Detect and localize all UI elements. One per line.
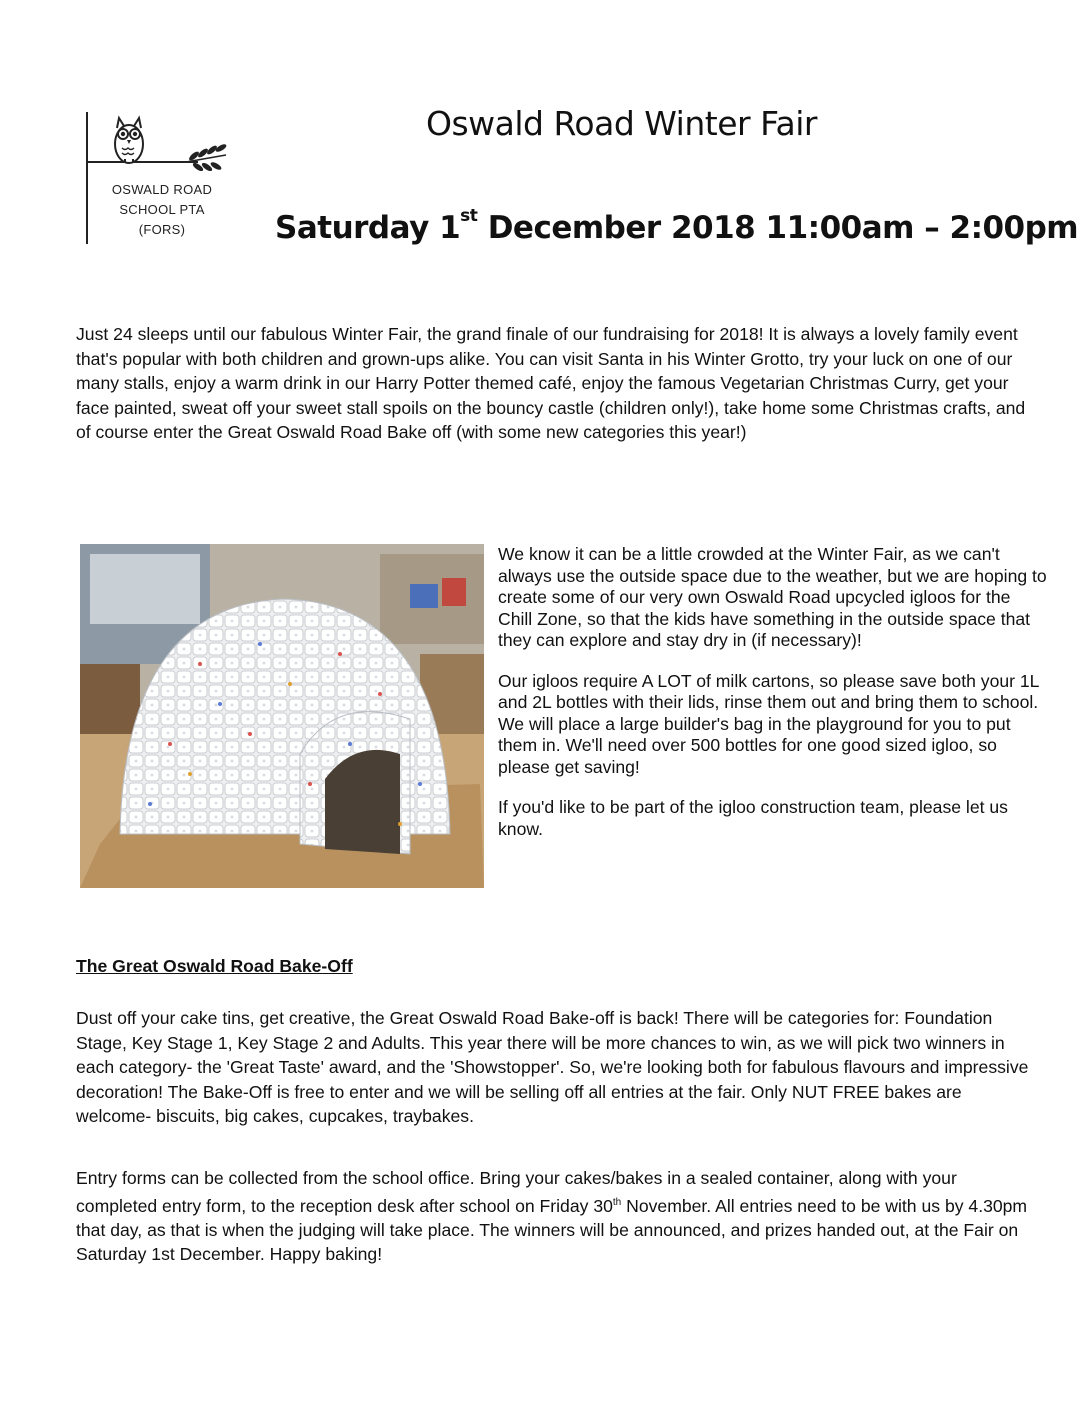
date-suffix: December 2018 11:00am – 2:00pm <box>477 210 1079 246</box>
bakeoff-heading: The Great Oswald Road Bake-Off <box>76 956 353 976</box>
owl-on-branch-icon <box>86 112 236 182</box>
bakeoff-paragraph-2-b: November. All entries need to be with us by 4.30pm that day, as that is when the judging will take place. The winners will be announced, and prizes handed out, at the Fair on Saturday 1st December. Happy baking! <box>76 1195 1028 1265</box>
page-title: Oswald Road Winter Fair <box>426 104 817 143</box>
igloo-paragraph-2: Our igloos require A LOT of milk cartons, so please save both your 1L and 2L bottles with their lids, rinse them out and bring them to school. We will place a large builder's bag in the playground for you to put them in. We'll need over 500 bottles for one good sized igloo, so please get saving! <box>498 670 1039 777</box>
igloo-section <box>498 544 1048 859</box>
date-prefix: Saturday 1 <box>275 210 461 246</box>
bakeoff-paragraph-2-a: Entry forms can be collected from the school office. Bring your cakes/bakes in a sealed container, along with your completed entry form, to the reception desk after school on Friday 30 <box>76 1168 957 1216</box>
igloo-paragraph-1: We know it can be a little crowded at the Winter Fair, as we can't always use the outside space due to the weather, but we are hoping to create some of our very own Oswald Road upcycled igloos for the Chill Zone, so that the kids have something in the outside space that they can explore and stay dry in (if necessary)! <box>498 544 1047 650</box>
logo-text <box>92 180 232 240</box>
ordinal-suffix: th <box>612 1196 622 1208</box>
pta-logo <box>86 112 236 248</box>
logo-line-3: (FORS) <box>138 222 186 237</box>
bakeoff-paragraph-1: Dust off your cake tins, get creative, the Great Oswald Road Bake-off is back! There will be categories for: Foundation Stage, Key Stage 1, Key Stage 2 and Adults. This year there will be more chances to win, as we will pick two winners in each category- the 'Great Taste' award, and the 'Showstopper'. So, we're looking both for fabulous flavours and impressive decoration! The Bake-Off is free to enter and we will be selling off all entries at the fair. Only NUT FREE bakes are welcome- biscuits, big cakes, cupcakes, traybakes. <box>76 1008 1029 1126</box>
igloo-paragraph-3: If you'd like to be part of the igloo construction team, please let us know. <box>498 797 1008 839</box>
logo-line-1: OSWALD ROAD <box>111 182 213 197</box>
bakeoff-paragraph-2 <box>76 1166 1036 1267</box>
date-ordinal: st <box>460 206 478 226</box>
intro-paragraph: Just 24 sleeps until our fabulous Winter Fair, the grand finale of our fundraising for 2018! It is always a lovely family event that's popular with both children and grown-ups alike. You can visit Santa in his Winter Grotto, try your luck on one of our many stalls, enjoy a warm drink in our Harry Potter themed café, enjoy the famous Vegetarian Christmas Curry, get your face painted, sweat off your sweet stall spoils on the bouncy castle (children only!), take home some Christmas crafts, and of course enter the Great Oswald Road Bake off (with some new categories this year!) <box>76 324 1026 442</box>
event-date <box>275 206 1079 246</box>
milk-carton-igloo-photo <box>80 544 484 888</box>
logo-line-2: SCHOOL PTA <box>119 202 205 217</box>
